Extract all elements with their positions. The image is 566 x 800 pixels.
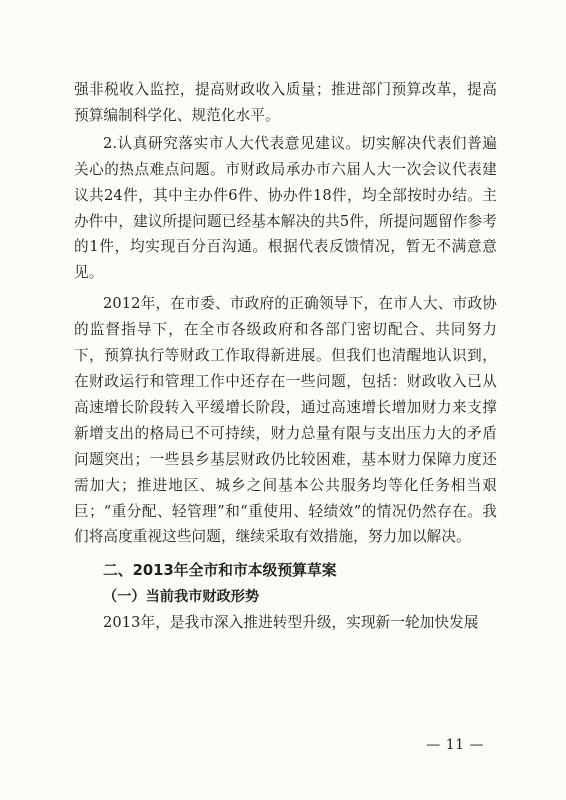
subsection-heading-fiscal-situation: （一）当前我市财政形势 [103, 589, 260, 606]
section-heading-2013-budget: 二、2013年全市和市本级预算草案 [103, 562, 337, 580]
paragraph-2013-intro: 2013年，是我市深入推进转型升级，实现新一轮加快发展 [103, 614, 479, 632]
document-body [74, 77, 497, 636]
paragraph-non-tax-revenue: 强非税收入监控，提高财政收入质量；推进部门预算改革，提高预算编制科学化、规范化水平。 [74, 81, 497, 124]
paragraph-2012-summary: 2012年，在市委、市政府的正确领导下，在市人大、市政协的监督指导下，在全市各级政府和各部门密切配合、共同努力下，预算执行等财政工作取得新进展。但我们也清醒地认识到，在财政运行和管理工作中还存在一些问题，包括：财政收入已从高速增长阶段转入平缓增长阶段，通过高速增长增加财力来支撑新增支出的格局已不可持续，财力总量有限与支出压力大的矛盾问题突出；一些县乡基层财政仍比较困难，基本财力保障力度还需加大；推进地区、城乡之间基本公共服务均等化任务相当艰巨；“重分配、轻管理”和“重使用、轻绩效”的情况仍然存在。我们将高度重视这些问题，继续采取有效措施，努力加以解决。 [74, 295, 497, 546]
paragraph-deputy-suggestions: 2.认真研究落实市人大代表意见建议。切实解决代表们普遍关心的热点难点问题。市财政局承办市六届人大一次会议代表建议共24件，其中主办件6件、协办件18件，均全部按时办结。主办件中，建议所提问题已经基本解决的共5件，所提问题留作参考的1件，均实现百分百沟通。根据代表反馈情况，暂无不满意意见。 [74, 134, 497, 282]
page-number: — 11 — [426, 737, 484, 753]
